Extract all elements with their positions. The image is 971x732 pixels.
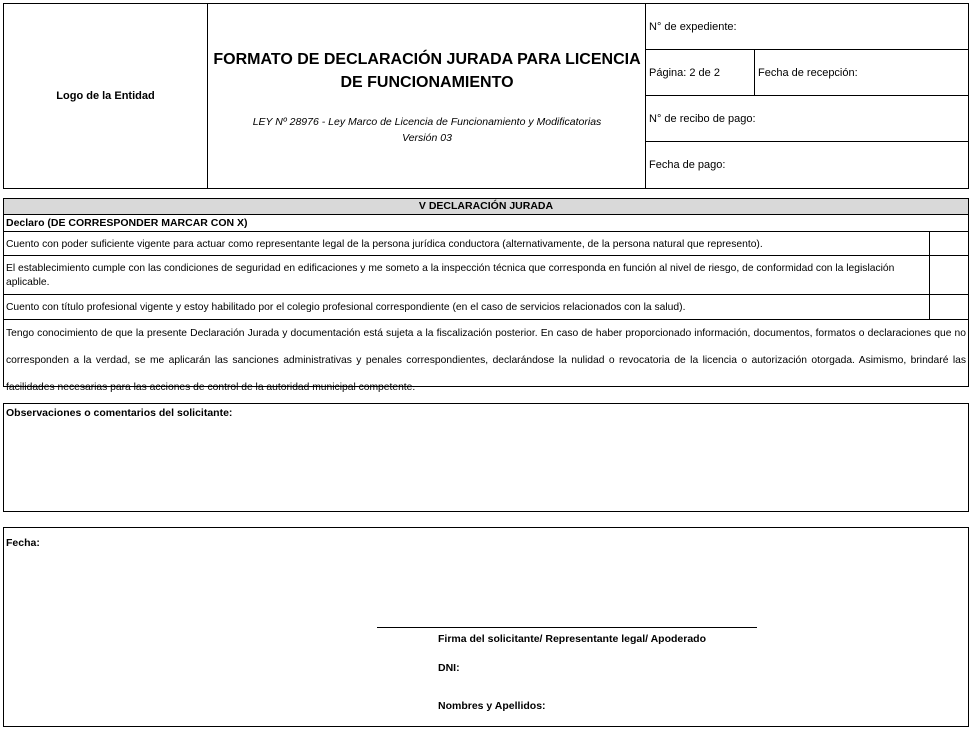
signature-line[interactable] (377, 627, 757, 628)
declaro-heading: Declaro (DE CORRESPONDER MARCAR CON X) (4, 215, 968, 232)
declaration-row (4, 295, 968, 320)
fecha-pago-field[interactable] (646, 142, 968, 188)
signature-section (3, 527, 969, 727)
page-number-label: Página: 2 de 2 (649, 66, 720, 79)
fecha-recepcion-label: Fecha de recepción: (758, 66, 858, 79)
nombres-label: Nombres y Apellidos: (438, 700, 546, 712)
fecha-pago-label: Fecha de pago: (649, 159, 726, 171)
expediente-label: N° de expediente: (649, 20, 737, 33)
declaration-section (3, 198, 969, 393)
form-header (3, 3, 969, 189)
recibo-pago-label: N° de recibo de pago: (649, 112, 756, 125)
declaration-item-text: El establecimiento cumple con las condiciones de seguridad en edificaciones y me someto a la inspección técnica que corresponda en función al nivel de riesgo, de conformidad con la legislación aplicable. (4, 256, 930, 294)
declaration-row (4, 232, 968, 256)
recibo-pago-field[interactable] (646, 96, 968, 142)
observations-label: Observaciones o comentarios del solicitante: (6, 407, 233, 419)
final-statement: Tengo conocimiento de que la presente Declaración Jurada y documentación está sujeta a la fiscalización posterior. En caso de haber proporcionado información, documentos, formatos o declaraciones que no corresponden a la verdad, se me aplicarán las sanciones administrativas y penales correspondientes, declarándose la nulidad o revocatoria de la licencia o autorización otorgada. Asimismo, brindaré las facilidades necesarias para las acciones de control de la autoridad municipal competente. (6, 328, 966, 393)
law-reference: LEY Nº 28976 - Ley Marco de Licencia de Funcionamiento y Modificatorias (252, 116, 602, 128)
firma-label: Firma del solicitante/ Representante legal/ Apoderado (438, 633, 707, 645)
declaration-item-text: Cuento con título profesional vigente y estoy habilitado por el colegio profesional correspondiente (en el caso de servicios relacionados con la salud). (4, 295, 930, 319)
page-number (646, 50, 755, 96)
title-cell (208, 4, 646, 188)
subtitle (208, 114, 646, 146)
page-title: FORMATO DE DECLARACIÓN JURADA PARA LICENCIA DE FUNCIONAMIENTO (213, 51, 641, 91)
declaration-row (4, 256, 968, 295)
observations-box[interactable] (3, 403, 969, 512)
expediente-field[interactable] (646, 4, 968, 50)
declaration-checkbox[interactable] (930, 232, 968, 255)
section-title: V DECLARACIÓN JURADA (4, 199, 968, 215)
logo-label: Logo de la Entidad (56, 90, 155, 102)
declaration-checkbox[interactable] (930, 256, 968, 294)
version-label: Versión 03 (402, 132, 452, 144)
declaration-checkbox[interactable] (930, 295, 968, 319)
fecha-label: Fecha: (6, 537, 40, 549)
dni-label: DNI: (438, 662, 460, 674)
fecha-recepcion-field[interactable] (755, 50, 968, 96)
logo-placeholder (4, 4, 208, 188)
declaration-item-text: Cuento con poder suficiente vigente para actuar como representante legal de la persona jurídica conductora (alternativamente, de la persona natural que represento). (4, 232, 930, 255)
